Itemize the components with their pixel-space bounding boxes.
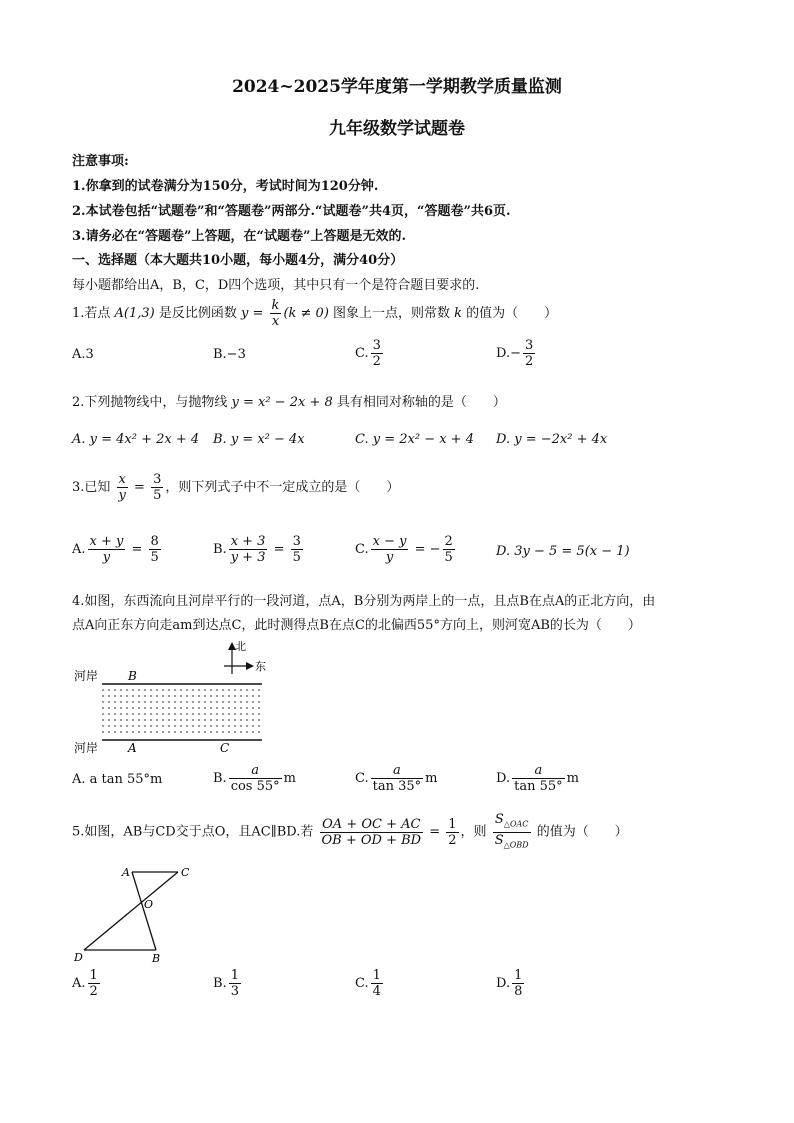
q4-option-c — [355, 763, 437, 794]
q1-c-num: 3 — [372, 338, 381, 353]
notice-item-3: 3.请务必在“答题卷”上答题，在“试题卷”上答题是无效的. — [72, 229, 407, 244]
q5-b-label: B. — [213, 976, 227, 991]
q3-option-a: A. $\frac{x + y}{y}$ = $\frac{8}{5}$ — [72, 534, 159, 565]
section-heading: 一、选择题（本大题共10小题，每小题4分，满分40分） — [72, 253, 404, 268]
river-water — [102, 690, 262, 732]
q1-fn: y = — [241, 306, 268, 321]
q5-b-den: 3 — [230, 984, 239, 999]
q5-s-bottom-sub: △OBD — [503, 840, 529, 850]
question-4-line-2: 点A向正东方向走am到达点C，此时测得点B在点C的北偏西55°方向上，则河宽AB的长为（ ） — [72, 618, 641, 633]
q3-b-label: B. — [213, 542, 227, 557]
q4-option-b — [213, 763, 296, 794]
q5-num: OA + OC + AC — [320, 817, 424, 833]
q5-b-frac — [229, 968, 241, 999]
q1-var: k — [454, 306, 463, 321]
q4-b-unit: m — [283, 771, 296, 786]
q3-c-frac — [371, 534, 409, 565]
q1-frac-num: k — [271, 298, 280, 313]
vertex-b-label: B — [152, 952, 161, 965]
q3-num: x — [117, 472, 128, 488]
q4-c-frac — [371, 763, 424, 794]
exam-title: 2024~2025学年度第一学期教学质量监测 — [232, 77, 562, 97]
q3-den: y — [118, 488, 126, 503]
vertex-d-label: D — [74, 951, 83, 964]
vertex-a-label: A — [122, 866, 130, 879]
q3-text: 3.已知 — [72, 480, 115, 495]
q4-b-num: a — [229, 763, 282, 779]
point-c-label: C — [220, 741, 230, 755]
q3-c-mid: = − — [410, 542, 441, 557]
east-arrow-head — [246, 662, 254, 670]
q4-b-label: B. — [213, 771, 227, 786]
q5-a-den: 2 — [89, 984, 98, 999]
q4-d-num: a — [512, 763, 565, 779]
q5-c-frac — [371, 968, 383, 999]
q3-c-den: y — [385, 550, 394, 565]
q1-option-c — [355, 338, 385, 369]
segment-cd — [84, 872, 178, 950]
vertex-c-label: C — [181, 866, 190, 879]
q1-option-b: B.−3 — [213, 347, 246, 362]
q3-text: ，则下列式子中不一定成立的是（ ） — [165, 480, 400, 495]
q5-eq: = — [425, 824, 445, 840]
q1-fraction — [270, 298, 282, 329]
exam-subtitle: 九年级数学试题卷 — [329, 119, 465, 139]
q5-s-top: S — [494, 812, 504, 827]
q2-option-d: D. y = −2x² + 4x — [496, 432, 608, 447]
q3-c-num: x − y — [372, 534, 407, 549]
question-1-stem — [72, 298, 557, 329]
q5-area-den — [493, 833, 531, 853]
q2-expr: y = x² − 2x + 8 — [231, 395, 333, 410]
q5-fraction — [320, 817, 424, 848]
point-a-label: A — [128, 741, 137, 755]
q5-d-den: 8 — [514, 984, 523, 999]
q5-text: ，则 — [460, 824, 491, 840]
q5-option-b — [213, 968, 243, 999]
q1-d-den: 2 — [524, 354, 534, 369]
q3-fraction-2 — [151, 472, 163, 503]
q4-d-label: D. — [496, 771, 511, 786]
q5-den: OB + OD + BD — [321, 832, 422, 848]
q3-a-rfrac — [149, 534, 161, 565]
q2-option-a: A. y = 4x² + 2x + 4 — [72, 432, 200, 447]
q5-option-d — [496, 968, 526, 999]
q1-condition: (k ≠ 0) — [283, 306, 329, 321]
vertex-o-label: O — [144, 898, 154, 911]
q3-b-rnum: 3 — [292, 534, 301, 549]
q5-c-den: 4 — [372, 984, 381, 999]
q1-text: 是反比例函数 — [154, 306, 242, 321]
q4-option-d — [496, 763, 579, 794]
q5-fraction-2 — [446, 817, 458, 848]
q5-a-label: A. — [72, 976, 86, 991]
section-intro: 每小题都给出A，B，C，D四个选项，其中只有一个是符合题目要求的. — [72, 278, 480, 293]
question-5-stem — [72, 812, 628, 852]
q5-area-ratio — [493, 812, 531, 852]
north-label: 北 — [235, 640, 246, 653]
q5-d-frac — [512, 968, 524, 999]
q3-option-c — [355, 534, 457, 565]
question-4-line-1: 4.如图，东西流向且河岸平行的一段河道，点A，B分别为两岸上的一点，且点B在点A的正北方向，由 — [72, 594, 656, 609]
q3-b-rfrac — [291, 534, 303, 565]
triangle-figure — [72, 862, 212, 972]
q2-text: 具有相同对称轴的是（ ） — [332, 395, 506, 410]
q1-c-den: 2 — [372, 354, 381, 369]
q3-c-rfrac — [443, 534, 455, 565]
q5-a-frac — [88, 968, 100, 999]
q2-option-b: B. y = x² − 4x — [213, 432, 305, 447]
q1-frac-den: x — [271, 314, 280, 329]
q3-a-label: A. — [72, 542, 86, 557]
q3-a-rnum: 8 — [150, 534, 159, 549]
notice-item-1: 1.你拿到的试卷满分为150分，考试时间为120分钟. — [72, 179, 379, 194]
q1-d-num: 3 — [524, 338, 534, 353]
river-figure — [72, 636, 272, 756]
q5-rden: 2 — [448, 832, 457, 848]
q1-d-label: D.− — [496, 346, 521, 361]
q4-c-num: a — [371, 763, 424, 779]
q5-s-bottom: S — [494, 832, 504, 848]
q5-rnum: 1 — [448, 816, 457, 832]
q3-c-rden: 5 — [444, 550, 453, 565]
q4-d-frac — [512, 763, 565, 794]
q4-option-a: A. a tan 55°m — [72, 772, 163, 787]
q5-d-label: D. — [496, 976, 511, 991]
bank-top-label: 河岸 — [74, 669, 99, 683]
q1-option-d — [496, 338, 537, 369]
q3-a-num: x + y — [89, 534, 124, 549]
q5-area-num — [493, 812, 531, 833]
east-label: 东 — [255, 660, 266, 673]
q3-c-rnum: 2 — [444, 534, 453, 549]
question-2-stem — [72, 391, 506, 410]
q1-d-fraction — [523, 338, 535, 369]
q5-s-top-sub: △OAC — [503, 819, 529, 829]
notice-item-2: 2.本试卷包括“试题卷”和“答题卷”两部分.“试题卷”共4页，“答题卷”共6页. — [72, 204, 511, 219]
bank-bottom-label: 河岸 — [74, 741, 99, 755]
notice-heading: 注意事项: — [72, 154, 129, 169]
q3-option-b: B. $\frac{x + 3}{y + 3}$ = $\frac{3}{5}$ — [213, 534, 301, 565]
q5-a-num: 1 — [89, 968, 98, 983]
q3-a-frac — [88, 534, 126, 565]
q2-text: 2.下列抛物线中，与抛物线 — [72, 395, 232, 410]
q4-c-label: C. — [355, 771, 369, 786]
q4-c-unit: m — [425, 771, 438, 786]
q1-text: 1.若点 — [72, 306, 115, 321]
q4-c-den: tan 35° — [372, 779, 422, 794]
q4-b-frac — [229, 763, 282, 794]
q3-option-d: D. 3y − 5 = 5(x − 1) — [496, 544, 630, 559]
q3-a-den: y — [102, 550, 111, 565]
q5-b-num: 1 — [230, 968, 239, 983]
q5-c-num: 1 — [372, 968, 381, 983]
q1-c-fraction — [371, 338, 383, 369]
q1-text: 图象上一点，则常数 — [328, 306, 455, 321]
q3-a-rden: 5 — [150, 550, 159, 565]
q3-b-num: x + 3 — [229, 534, 268, 550]
segment-ab — [132, 872, 156, 950]
q5-d-num: 1 — [514, 968, 523, 983]
q1-text: 的值为（ ） — [462, 306, 558, 321]
q3-den2: 5 — [153, 488, 162, 503]
q1-c-label: C. — [355, 346, 369, 361]
q4-d-unit: m — [566, 771, 579, 786]
q3-eq: = — [129, 480, 150, 495]
q3-c-label: C. — [355, 542, 369, 557]
q4-d-den: tan 55° — [514, 779, 563, 794]
q5-text: 的值为（ ） — [532, 824, 628, 840]
q3-b-den: y + 3 — [230, 550, 266, 565]
q3-b-frac — [229, 534, 268, 565]
q5-option-a — [72, 968, 102, 999]
q3-b-rden: 5 — [292, 550, 301, 565]
q5-c-label: C. — [355, 976, 369, 991]
q1-point: A(1,3) — [114, 306, 155, 321]
q4-b-den: cos 55° — [230, 779, 280, 794]
q3-num2: 3 — [153, 472, 162, 487]
q5-option-c — [355, 968, 385, 999]
q2-option-c: C. y = 2x² − x + 4 — [355, 432, 474, 447]
q3-fraction — [117, 472, 128, 503]
q5-text: 5.如图，AB与CD交于点O，且AC∥BD.若 — [72, 824, 318, 840]
question-3-stem — [72, 472, 399, 503]
q1-option-a: A.3 — [72, 347, 94, 362]
point-b-label: B — [128, 669, 137, 683]
